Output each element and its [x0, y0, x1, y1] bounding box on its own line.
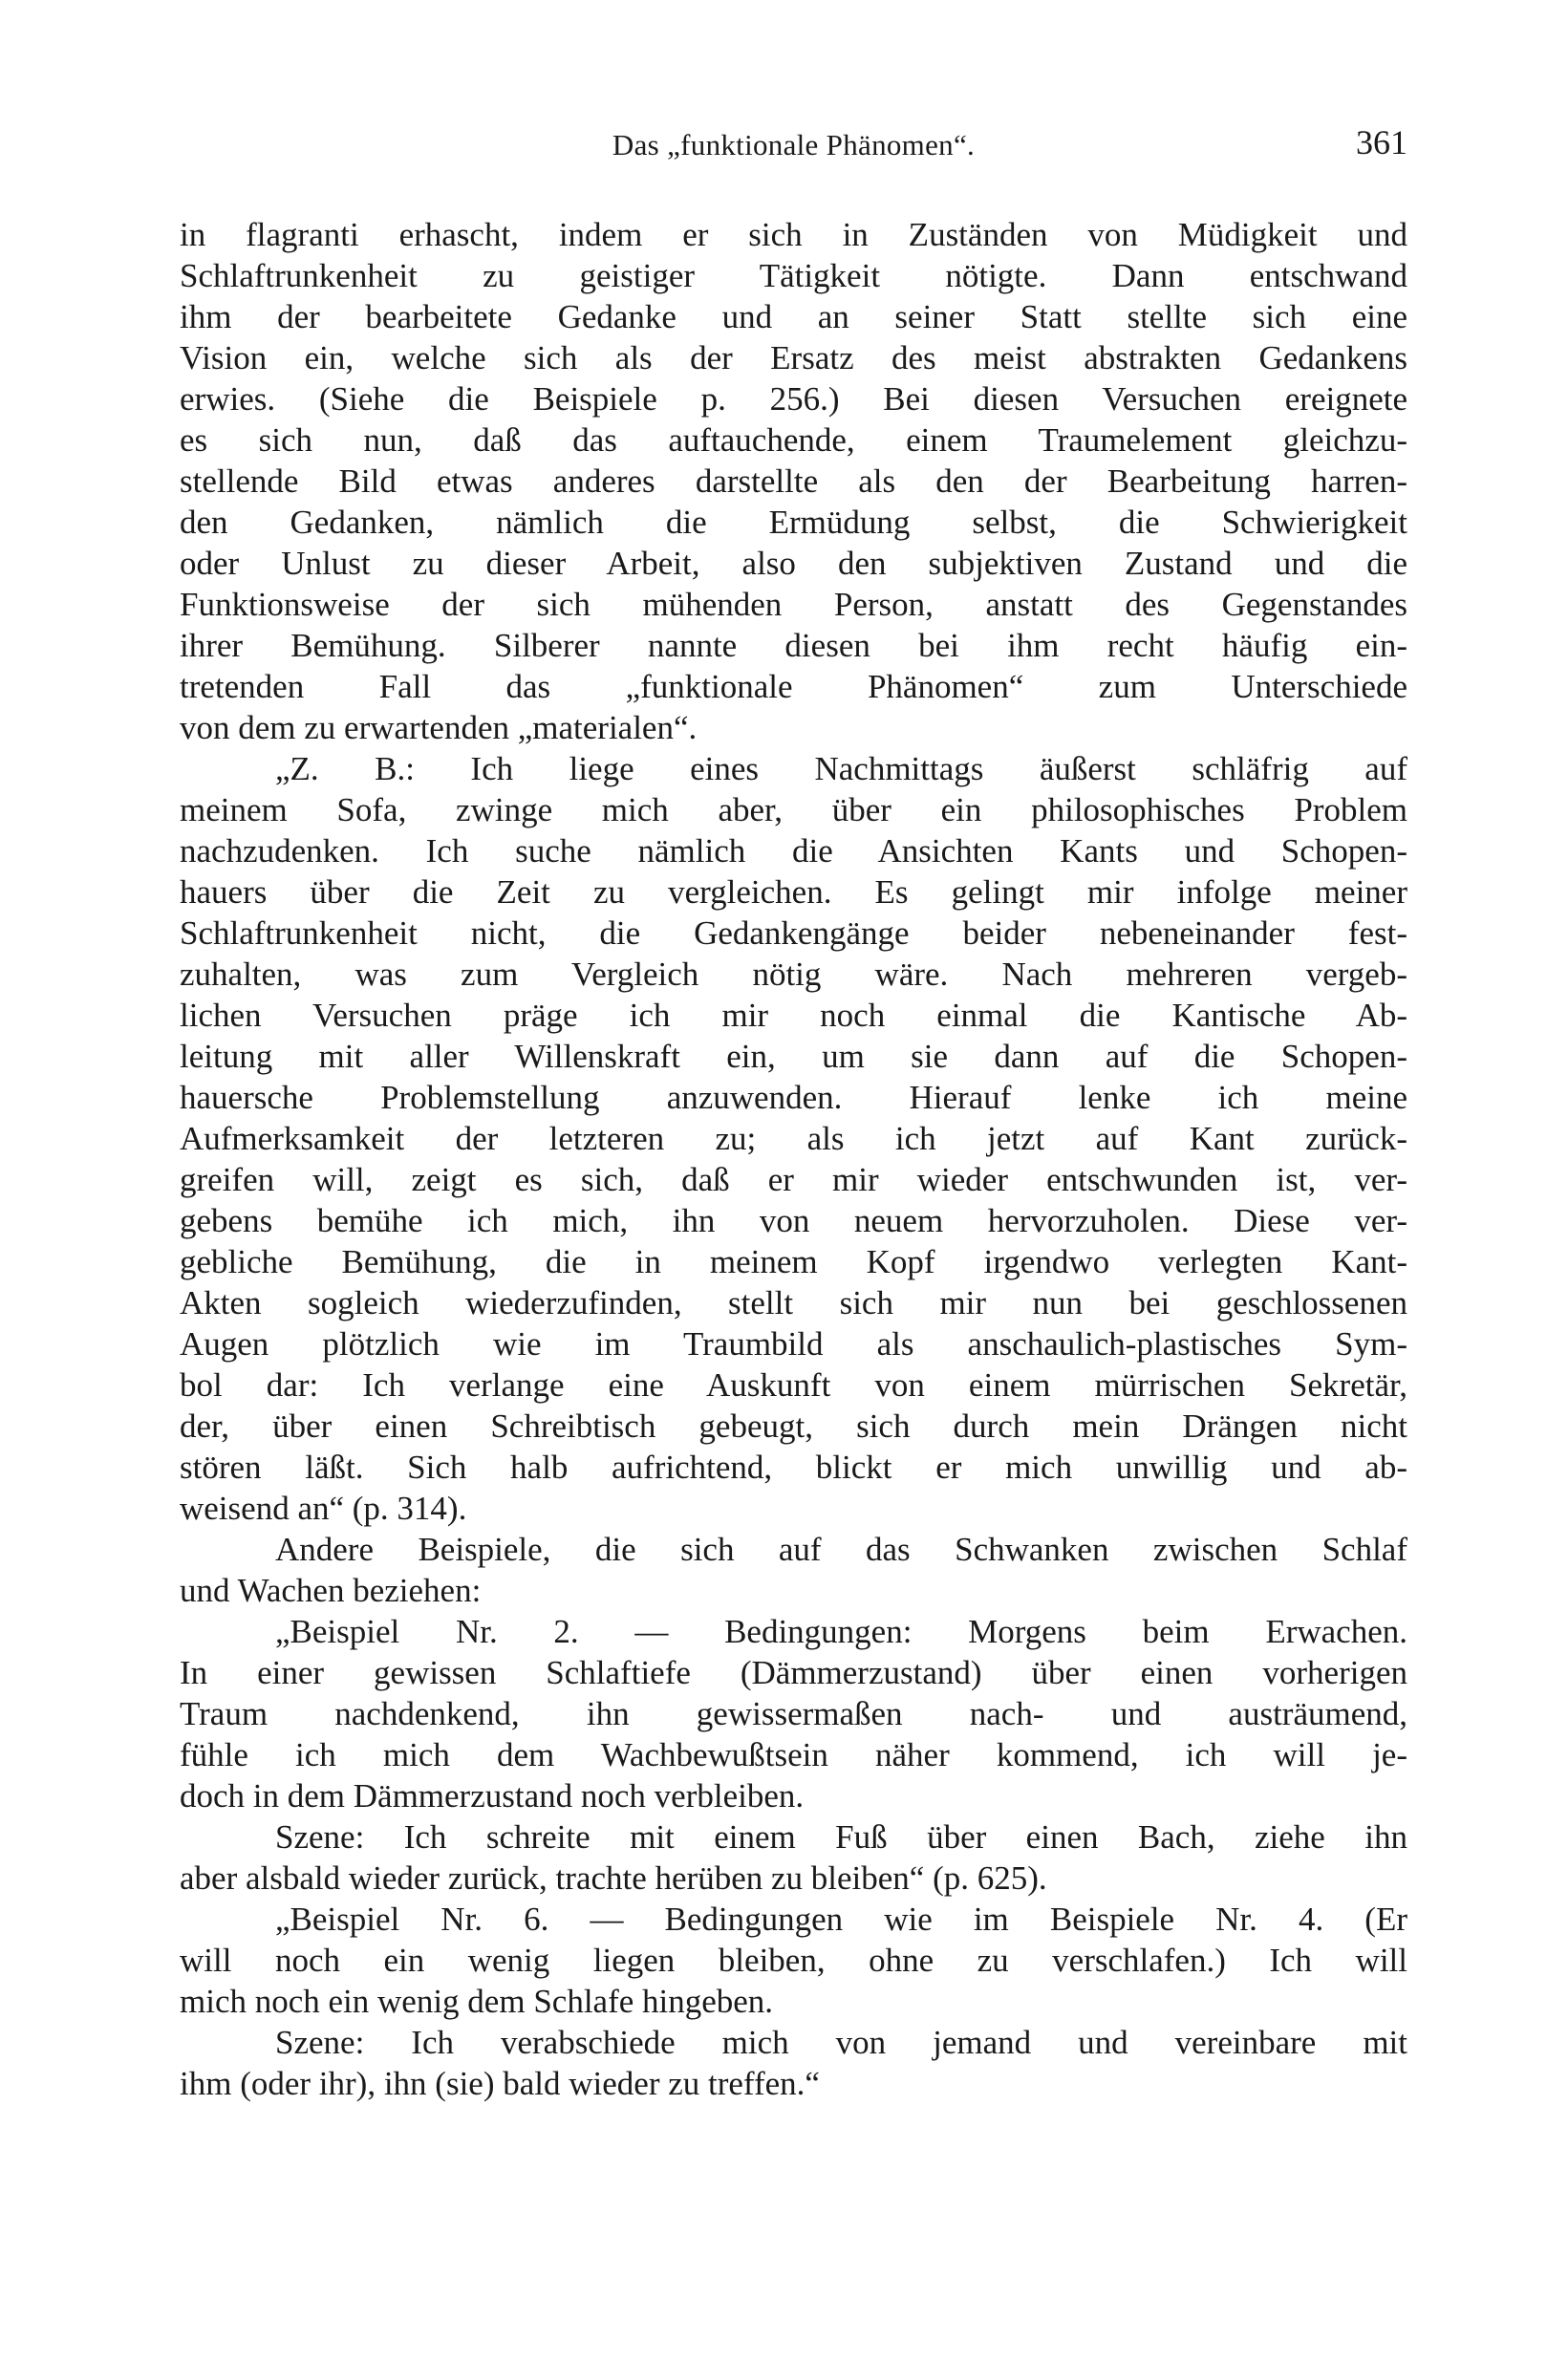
- text-line: leitung mit aller Willenskraft ein, um sie dann auf die Schopen-: [180, 1038, 1407, 1075]
- text-line: „Beispiel Nr. 6. — Bedingungen wie im Beispiele Nr. 4. (Er: [275, 1901, 1407, 1938]
- text-line: „Z. B.: Ich liege eines Nachmittags äußerst schläfrig auf: [275, 750, 1407, 787]
- text-line: der, über einen Schreibtisch gebeugt, sich durch mein Drängen nicht: [180, 1407, 1407, 1445]
- text-line: stellende Bild etwas anderes darstellte als den der Bearbeitung harren-: [180, 462, 1407, 500]
- text-line: Schlaftrunkenheit zu geistiger Tätigkeit nötigte. Dann entschwand: [180, 257, 1407, 294]
- text-line: fühle ich mich dem Wachbewußtsein näher kommend, ich will je-: [180, 1736, 1407, 1773]
- text-line: greifen will, zeigt es sich, daß er mir wieder entschwunden ist, ver-: [180, 1161, 1407, 1198]
- text-line: In einer gewissen Schlaftiefe (Dämmerzustand) über einen vorherigen: [180, 1654, 1407, 1691]
- text-line: „Beispiel Nr. 2. — Bedingungen: Morgens beim Erwachen.: [275, 1613, 1407, 1650]
- text-line: gebliche Bemühung, die in meinem Kopf irgendwo verlegten Kant-: [180, 1243, 1407, 1280]
- text-line: ihm der bearbeitete Gedanke und an seiner Statt stellte sich eine: [180, 298, 1407, 335]
- text-line: lichen Versuchen präge ich mir noch einmal die Kantische Ab-: [180, 997, 1407, 1034]
- text-line: will noch ein wenig liegen bleiben, ohne zu verschlafen.) Ich will: [180, 1942, 1407, 1979]
- text-line: Szene: Ich verabschiede mich von jemand und vereinbare mit: [275, 2024, 1407, 2061]
- text-line: erwies. (Siehe die Beispiele p. 256.) Bei diesen Versuchen ereignete: [180, 380, 1407, 418]
- text-line: Schlaftrunkenheit nicht, die Gedankengänge beider nebeneinander fest-: [180, 914, 1407, 952]
- text-line: hauers über die Zeit zu vergleichen. Es gelingt mir infolge meiner: [180, 873, 1407, 911]
- body-text: [180, 214, 1407, 2104]
- text-line: und Wachen beziehen:: [180, 1572, 482, 1609]
- text-line: stören läßt. Sich halb aufrichtend, blickt er mich unwillig und ab-: [180, 1449, 1407, 1486]
- text-line: tretenden Fall das „funktionale Phänomen“ zum Unterschiede: [180, 668, 1407, 705]
- text-line: ihm (oder ihr), ihn (sie) bald wieder zu treffen.“: [180, 2065, 820, 2102]
- text-line: Andere Beispiele, die sich auf das Schwanken zwischen Schlaf: [275, 1531, 1407, 1568]
- text-line: Augen plötzlich wie im Traumbild als anschaulich-plastisches Sym-: [180, 1325, 1407, 1363]
- text-line: Aufmerksamkeit der letzteren zu; als ich jetzt auf Kant zurück-: [180, 1120, 1407, 1157]
- text-line: hauersche Problemstellung anzuwenden. Hierauf lenke ich meine: [180, 1079, 1407, 1116]
- text-line: oder Unlust zu dieser Arbeit, also den subjektiven Zustand und die: [180, 545, 1407, 582]
- text-line: es sich nun, daß das auftauchende, einem Traumelement gleichzu-: [180, 421, 1407, 459]
- text-line: zuhalten, was zum Vergleich nötig wäre. Nach mehreren vergeb-: [180, 956, 1407, 993]
- page-number: 361: [1356, 123, 1407, 161]
- text-line: Vision ein, welche sich als der Ersatz des meist abstrakten Gedankens: [180, 339, 1407, 376]
- text-line: Szene: Ich schreite mit einem Fuß über einen Bach, ziehe ihn: [275, 1818, 1407, 1856]
- text-line: doch in dem Dämmerzustand noch verbleiben.: [180, 1777, 805, 1815]
- text-line: Traum nachdenkend, ihn gewissermaßen nach- und austräumend,: [180, 1695, 1407, 1732]
- text-line: meinem Sofa, zwinge mich aber, über ein philosophisches Problem: [180, 791, 1407, 828]
- text-line: gebens bemühe ich mich, ihn von neuem hervorzuholen. Diese ver-: [180, 1202, 1407, 1239]
- text-line: von dem zu erwartenden „materialen“.: [180, 709, 698, 746]
- running-title: Das „funktionale Phänomen“.: [612, 128, 976, 161]
- text-line: aber alsbald wieder zurück, trachte herüben zu bleiben“ (p. 625).: [180, 1859, 1047, 1897]
- text-line: mich noch ein wenig dem Schlafe hingeben.: [180, 1983, 774, 2020]
- text-line: nachzudenken. Ich suche nämlich die Ansichten Kants und Schopen-: [180, 832, 1407, 870]
- text-line: ihrer Bemühung. Silberer nannte diesen bei ihm recht häufig ein-: [180, 627, 1407, 664]
- text-line: den Gedanken, nämlich die Ermüdung selbst, die Schwierigkeit: [180, 504, 1407, 541]
- text-line: in flagranti erhascht, indem er sich in Zuständen von Müdigkeit und: [180, 216, 1407, 253]
- text-line: Akten sogleich wiederzufinden, stellt sich mir nun bei geschlossenen: [180, 1284, 1407, 1321]
- text-line: weisend an“ (p. 314).: [180, 1490, 467, 1527]
- text-line: Funktionsweise der sich mühenden Person, anstatt des Gegenstandes: [180, 586, 1407, 623]
- page-header: [180, 122, 1407, 170]
- text-line: bol dar: Ich verlange eine Auskunft von einem mürrischen Sekretär,: [180, 1366, 1407, 1404]
